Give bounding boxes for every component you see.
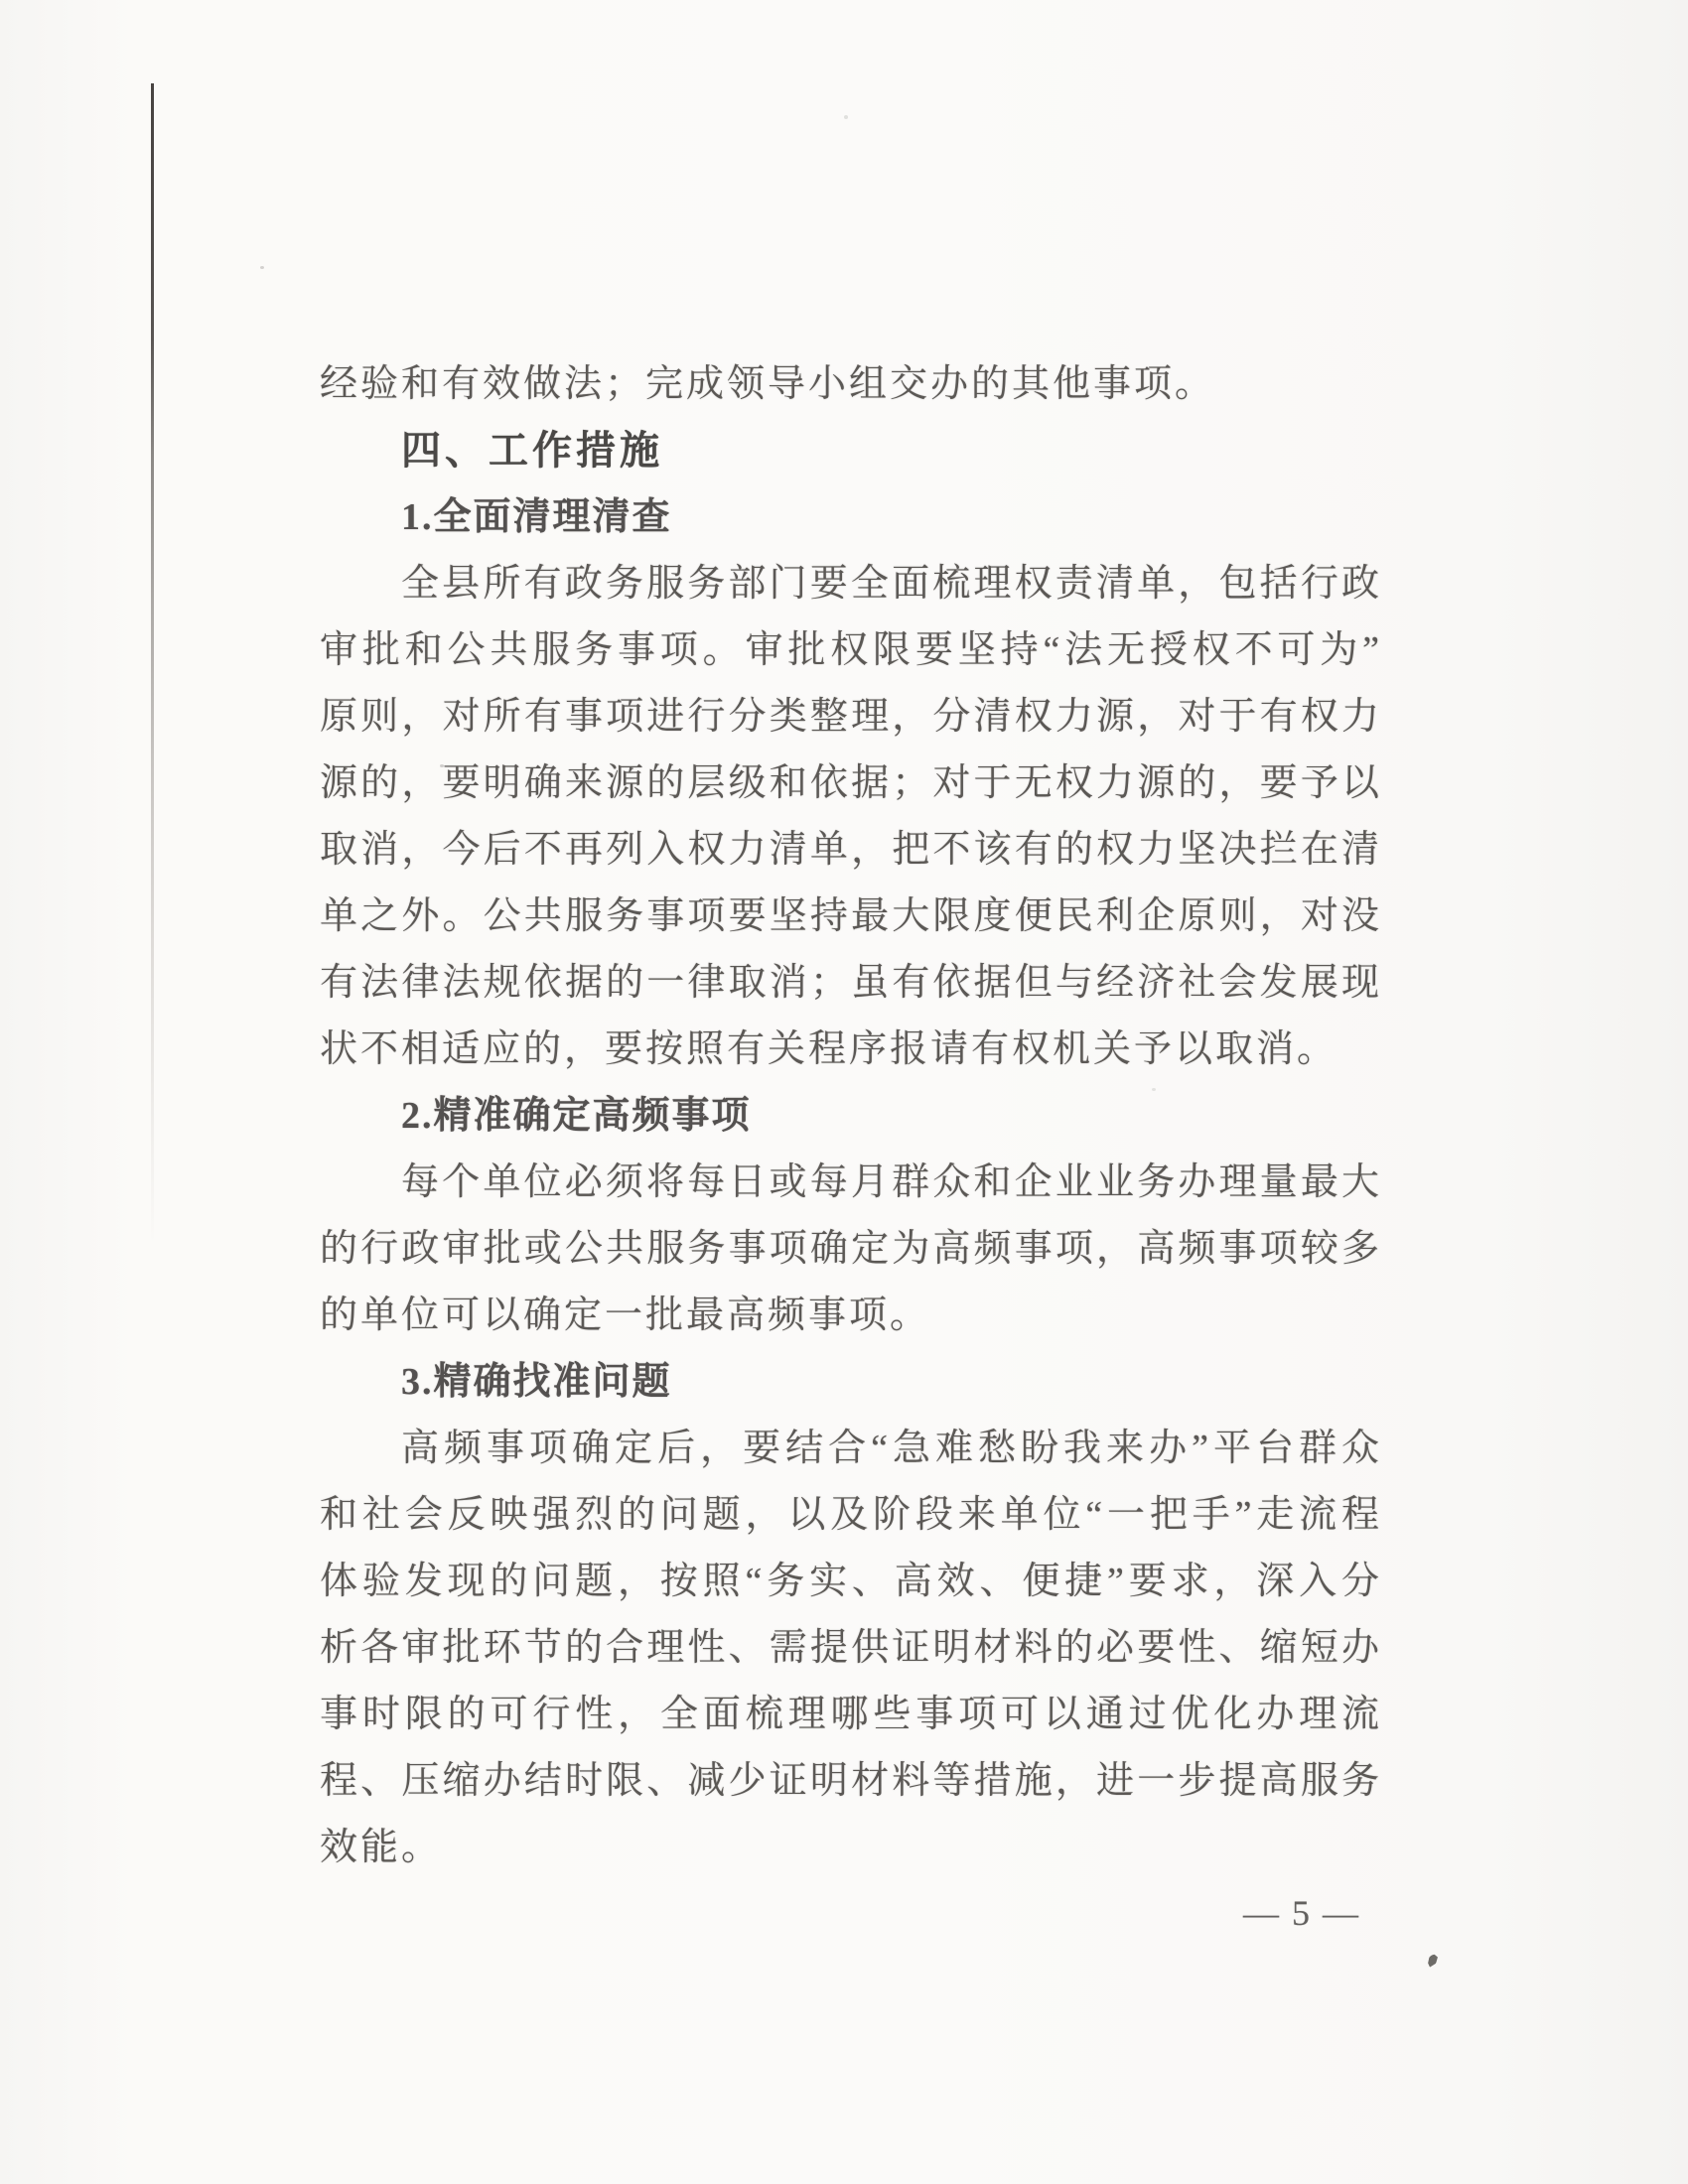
scan-edge-artifact (151, 83, 154, 1245)
text-line: 的单位可以确定一批最高频事项。 (320, 1295, 931, 1336)
text-line: 取消，今后不再列入权力清单，把不该有的权力坚决拦在清 (320, 829, 1382, 871)
text-line: 和社会反映强烈的问题，以及阶段来单位“一把手”走流程 (320, 1494, 1382, 1536)
text-line: 的行政审批或公共服务事项确定为高频事项，高频事项较多 (320, 1228, 1382, 1270)
text-line: 每个单位必须将每日或每月群众和企业业务办理量最大 (401, 1161, 1382, 1203)
text-line: 析各审批环节的合理性、需提供证明材料的必要性、缩短办 (320, 1627, 1382, 1669)
page-number: — 5 — (1243, 1893, 1360, 1933)
text-line: 原则，对所有事项进行分类整理，分清权力源，对于有权力 (320, 696, 1382, 738)
section-heading: 四、工作措施 (401, 429, 663, 473)
scan-ink-mark (1425, 1953, 1440, 1970)
scan-speck (844, 115, 848, 119)
text-line: 单之外。公共服务事项要坚持最大限度便民利企原则，对没 (320, 895, 1382, 937)
text-line: 效能。 (320, 1827, 443, 1868)
subsection-title-2: 2.精准确定高频事项 (401, 1095, 752, 1137)
text-line: 全县所有政务服务部门要全面梳理权责清单，包括行政 (401, 563, 1382, 605)
text-line: 高频事项确定后，要结合“急难愁盼我来办”平台群众 (401, 1428, 1382, 1469)
text-line: 状不相适应的，要按照有关程序报请有权机关予以取消。 (320, 1028, 1338, 1070)
scan-speck (260, 266, 264, 269)
text-line: 事时限的可行性，全面梳理哪些事项可以通过优化办理流 (320, 1694, 1382, 1735)
subsection-title-1: 1.全面清理清查 (401, 496, 672, 538)
text-line: 程、压缩办结时限、减少证明材料等措施，进一步提高服务 (320, 1760, 1382, 1802)
text-line: 源的，要明确来源的层级和依据；对于无权力源的，要予以 (320, 762, 1382, 804)
text-line: 有法律法规依据的一律取消；虽有依据但与经济社会发展现 (320, 962, 1382, 1004)
text-line: 审批和公共服务事项。审批权限要坚持“法无授权不可为” (320, 629, 1382, 671)
document-body (320, 351, 1382, 1881)
paragraph-continuation: 经验和有效做法；完成领导小组交办的其他事项。 (320, 363, 1216, 405)
subsection-title-3: 3.精确找准问题 (401, 1361, 672, 1403)
text-line: 体验发现的问题，按照“务实、高效、便捷”要求，深入分 (320, 1561, 1382, 1602)
